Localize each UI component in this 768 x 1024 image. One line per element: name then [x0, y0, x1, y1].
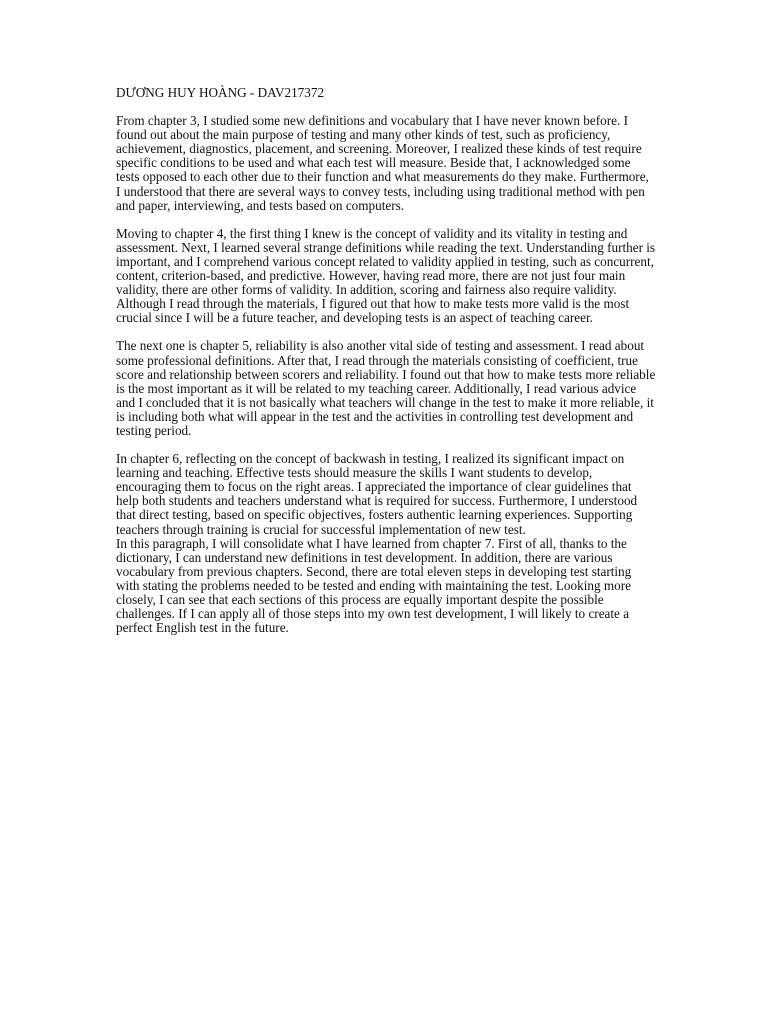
paragraph-chapter-4: Moving to chapter 4, the first thing I knew is the concept of validity and its vitality in testing and assessment. Next, I learned several strange definitions while reading the text. Understanding further is important, and I comprehend various concept related to validity applied in testing, such as concurrent, content, criterion-based, and predictive. However, having read more, there are not just four main validity, there are other forms of validity. In addition, scoring and fairness also require validity. Although I read through the materials, I figured out that how to make tests more valid is the most crucial since I will be a future teacher, and developing tests is an aspect of teaching career. — [116, 225, 656, 326]
paragraph-chapter-3: From chapter 3, I studied some new definitions and vocabulary that I have never known before. I found out about the main purpose of testing and many other kinds of test, such as proficiency, achievement, diagnostics, placement, and screening. Moreover, I realized these kinds of test require specific conditions to be used and what each test will measure. Beside that, I acknowledged some tests opposed to each other due to their function and what measurements do they make. Furthermore, I understood that there are several ways to convey tests, including using traditional method with pen and paper, interviewing, and tests based on computers. — [116, 113, 649, 213]
paragraph-chapter-7: In this paragraph, I will consolidate what I have learned from chapter 7. First of all, thanks to the dictionary, I can understand new definitions in test development. In addition, there are various vocabulary from previous chapters. Second, there are total eleven steps in developing test starting with stating the problems needed to be tested and ending with maintaining the test. Looking more closely, I can see that each sections of this process are equally important despite the possible challenges. If I can apply all of those steps into my own test development, I will likely to create a perfect English test in the future. — [116, 535, 632, 636]
author-line: DƯƠNG HUY HOÀNG - DAV217372 — [116, 85, 325, 100]
document-page — [116, 86, 656, 649]
paragraph-chapter-6: In chapter 6, reflecting on the concept of backwash in testing, I realized its significant impact on learning and teaching. Effective tests should measure the skills I want students to develop, encouraging them to focus on the right areas. I appreciated the importance of clear guidelines that help both students and teachers understand what is required for success. Furthermore, I understood that direct testing, based on specific objectives, fosters authentic learning experiences. Supporting teachers through training is crucial for successful implementation of new test. — [116, 451, 638, 537]
paragraph-chapter-5: The next one is chapter 5, reliability is also another vital side of testing and assessment. I read about some professional definitions. After that, I read through the materials consisting of coefficient, true score and relationship between scorers and reliability. I found out that how to make tests more reliable is the most important as it will be related to my teaching career. Additionally, I read various advice and I concluded that it is not basically what teachers will change in the test to make it more reliable, it is including both what will appear in the test and the activities in controlling test development and testing period. — [116, 338, 656, 438]
